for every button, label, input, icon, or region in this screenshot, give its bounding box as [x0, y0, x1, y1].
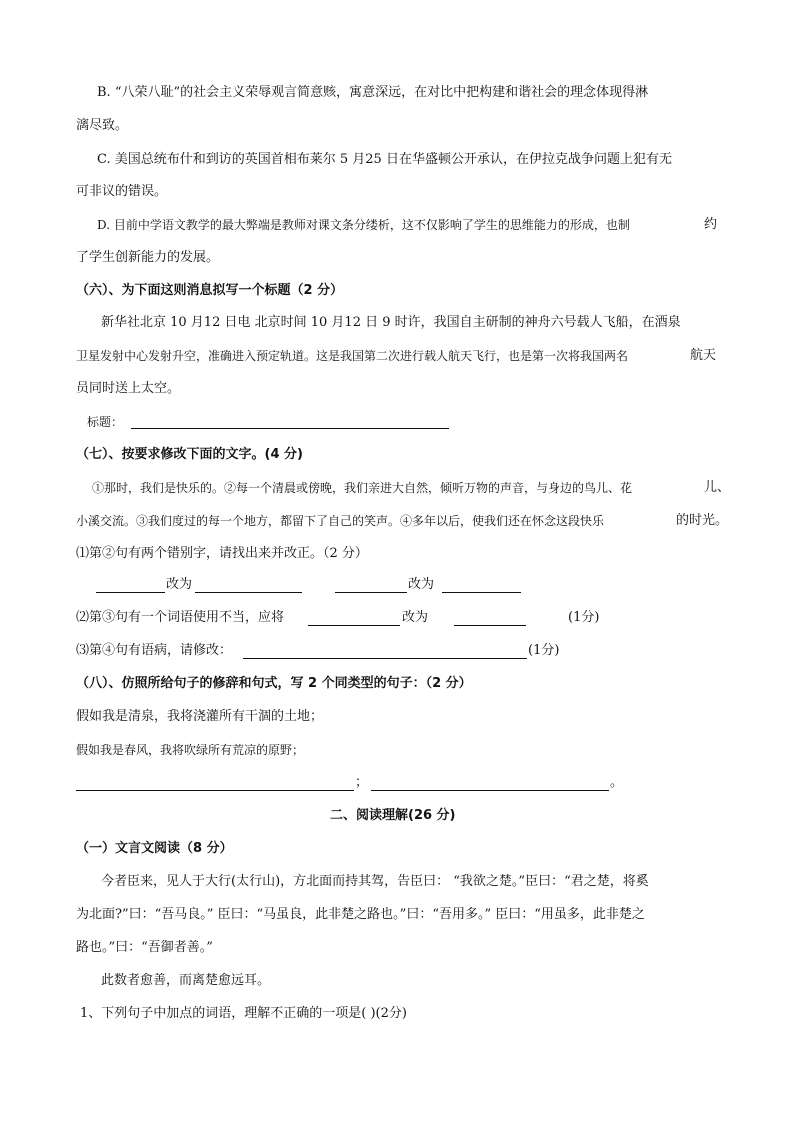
question-7-2: ⑵第③句有一个词语使用不当，应将 [76, 610, 285, 625]
classical-passage-line2: 为北面?”曰：“吾马良。” 臣曰：“马虽良，此非楚之路也。”曰：“吾用多。” 臣曰：“用虽多，此非楚之 [76, 907, 645, 922]
option-d-line2: 了学生创新能力的发展。 [76, 250, 220, 265]
change-to-label-1: 改为 [166, 577, 193, 592]
classical-reading-heading: （一）文言文阅读（8 分） [76, 841, 233, 856]
option-d-line1-end: 约 [704, 217, 718, 232]
passage-line2: 小溪交流。③我们度过的每一个地方，都留下了自己的笑声。④多年以后，使我们还在怀念这段快乐 [76, 514, 605, 528]
wrong-word-blank[interactable] [308, 625, 400, 626]
semicolon: ； [355, 775, 369, 790]
correct-char-2-blank[interactable] [442, 592, 521, 593]
question-7-2-score: (1分) [568, 610, 600, 625]
passage-line1: ①那时，我们是快乐的。②每一个清晨或傍晚，我们亲进大自然，倾听万物的声音，与身边的鸟儿、花 [92, 481, 633, 495]
section-8-heading: （八）、仿照所给句子的修辞和句式，写 2 个同类型的句子：（2 分） [76, 676, 472, 691]
title-answer-line[interactable] [131, 428, 449, 429]
wrong-char-1-blank[interactable] [96, 592, 165, 593]
correct-word-blank[interactable] [454, 625, 526, 626]
question-7-3: ⑶第④句有语病，请修改： [76, 643, 233, 658]
section-6-heading: （六）、为下面这则消息拟写一个标题（2 分） [76, 283, 344, 298]
option-d-line1: D. 目前中学语文教学的最大弊端是教师对课文条分缕析，这不仅影响了学生的思维能力的形成，也制 [97, 218, 630, 232]
option-c-line2: 可非议的错误。 [76, 184, 168, 199]
classical-passage-line4: 此数者愈善，而离楚愈远耳。 [101, 973, 271, 988]
wrong-char-2-blank[interactable] [335, 592, 407, 593]
title-label: 标题： [87, 415, 124, 429]
passage-line2-end: 的时光。 [676, 513, 729, 528]
example-sentence-2: 假如我是春风，我将吹绿所有荒凉的原野； [76, 743, 305, 757]
news-line3: 员同时送上太空。 [76, 381, 181, 396]
example-sentence-1: 假如我是清泉，我将浇灌所有干涸的土地； [76, 709, 324, 724]
question-7-3-score: (1分) [528, 643, 560, 658]
question-7-1: ⑴第②句有两个错别字，请找出来并改正。（2 分） [76, 546, 368, 561]
question-2-1: 1、下列句子中加点的词语，理解不正确的一项是( )(2分) [80, 1006, 407, 1021]
correct-char-1-blank[interactable] [195, 592, 302, 593]
revision-blank[interactable] [243, 658, 527, 659]
period: 。 [610, 775, 624, 790]
news-line2-end: 航天 [690, 348, 717, 363]
classical-passage-line1: 今者臣来，见人于大行(太行山)，方北面而持其驾，告臣曰： “我欲之楚。”臣曰：“君之楚，将奚 [101, 874, 649, 889]
news-line2: 卫星发射中心发射升空，准确进入预定轨道。这是我国第二次进行载人航天飞行，也是第一次将我国两名 [76, 349, 629, 363]
section-7-heading: （七）、按要求修改下面的文字。(4 分) [76, 447, 303, 462]
imitation-answer-1[interactable] [76, 790, 354, 791]
passage-line1-end: 儿、 [704, 480, 731, 495]
option-b-line1: B. “八荣八耻”的社会主义荣辱观言简意赅，寓意深远，在对比中把构建和谐社会的理念体现得淋 [97, 85, 649, 100]
change-to-label-3: 改为 [402, 610, 429, 625]
part-2-heading: 二、阅读理解(26 分) [330, 808, 456, 823]
classical-passage-line3: 路也。”曰：“吾御者善。” [76, 940, 213, 955]
news-line1: 新华社北京 10 月12 日电 北京时间 10 月12 日 9 时许，我国自主研制的神舟六号载人飞船，在酒泉 [101, 315, 681, 330]
option-c-line1: C. 美国总统布什和到访的英国首相布莱尔 5 月25 日在华盛顿公开承认，在伊拉克战争问题上犯有无 [97, 152, 672, 167]
change-to-label-2: 改为 [408, 577, 435, 592]
imitation-answer-2[interactable] [371, 790, 609, 791]
option-b-line2: 漓尽致。 [76, 118, 129, 133]
